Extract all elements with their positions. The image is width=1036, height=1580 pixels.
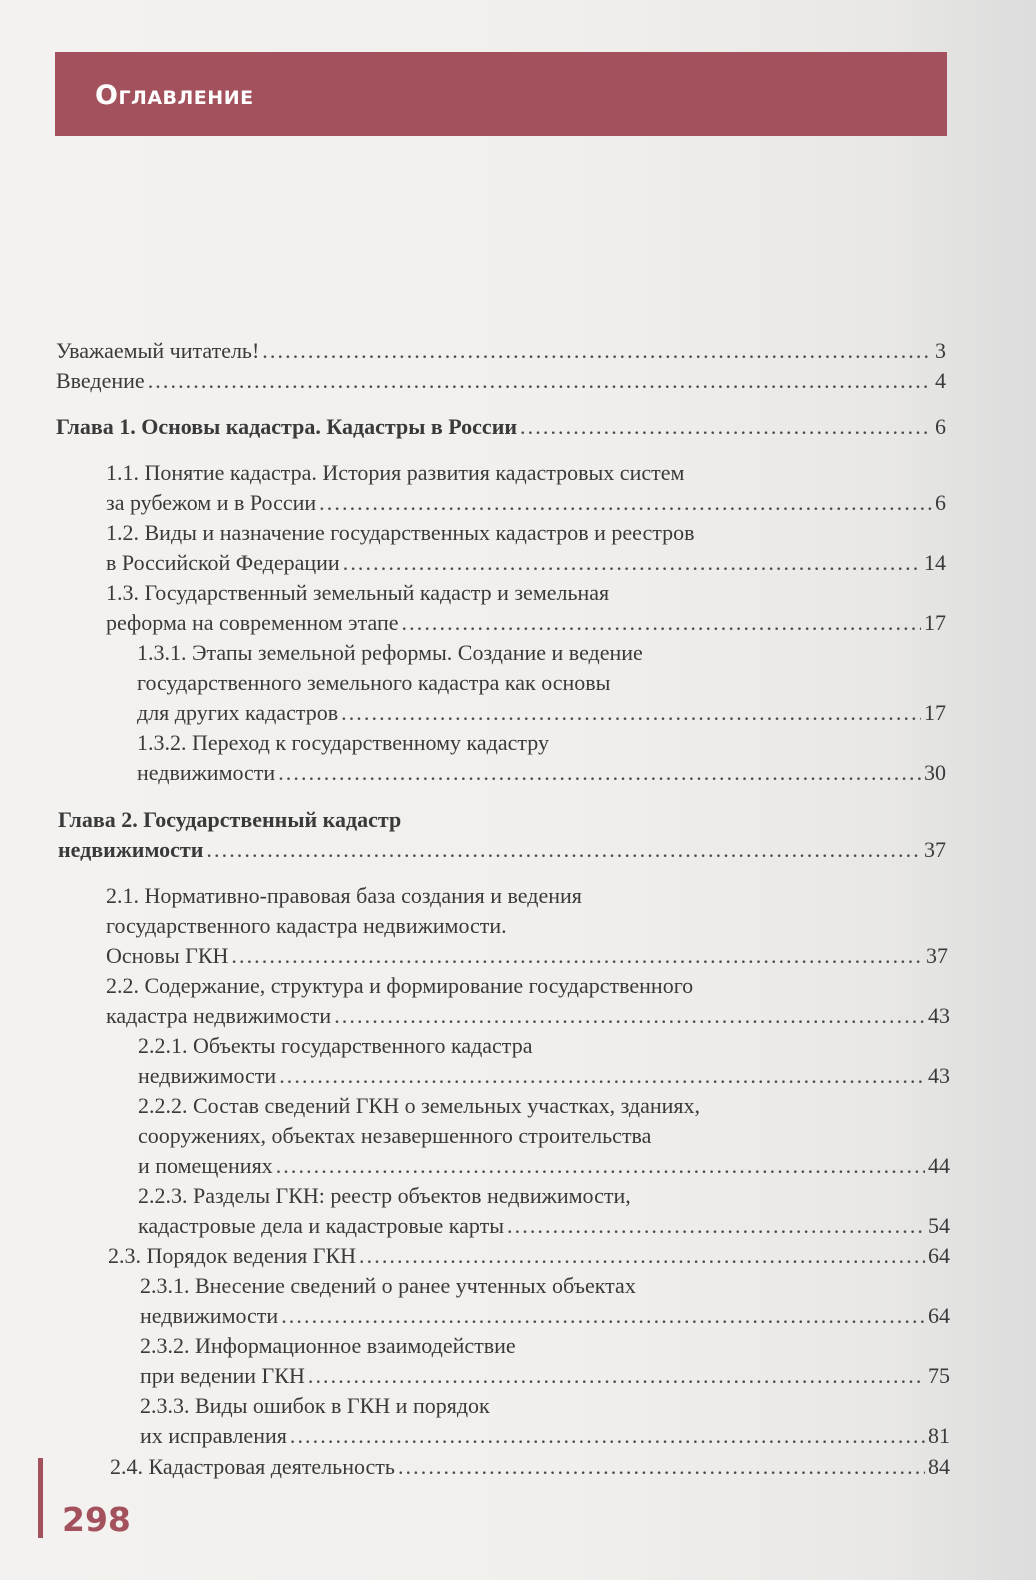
toc-entry-text: недвижимости	[58, 837, 204, 862]
toc-page-number: 44	[928, 1153, 950, 1178]
page-number: 298	[62, 1500, 131, 1539]
toc-entry-foreword[interactable]	[56, 336, 946, 366]
toc-page-number: 30	[924, 760, 946, 785]
toc-entry-lead: 2.2.1. Объекты государственного кадастра	[138, 1033, 533, 1058]
toc-entry-1-1[interactable]	[106, 488, 946, 518]
toc-entry-1-2[interactable]	[106, 548, 946, 578]
toc-entry-lead: 1.1. Понятие кадастра. История развития кадастровых систем	[106, 460, 685, 485]
toc-entry-2-2[interactable]	[106, 1001, 950, 1031]
toc-entry-text: Введение	[56, 368, 145, 393]
dot-leader	[148, 366, 932, 396]
toc-page-number: 6	[935, 490, 946, 515]
toc-entry-lead: 2.1. Нормативно-правовая база создания и ведения	[106, 883, 582, 908]
toc-entry-text: недвижимости	[140, 1303, 279, 1328]
toc-entry-text: 2.3. Порядок ведения ГКН	[108, 1243, 357, 1268]
toc-entry-chapter-2[interactable]	[58, 835, 946, 865]
toc-entry-text: для других кадастров	[137, 700, 339, 725]
toc-entry-lead: 2.3.1. Внесение сведений о ранее учтенных объектах	[140, 1273, 636, 1298]
toc-page-number: 6	[935, 414, 946, 439]
toc-entry-lead: 2.2. Содержание, структура и формирование государственного	[106, 973, 694, 998]
dot-leader	[520, 412, 932, 442]
toc-entry-2-3[interactable]	[108, 1241, 950, 1271]
toc-entry-2-1[interactable]	[106, 941, 948, 971]
page-marker-bar	[38, 1458, 43, 1538]
toc-entry-text: 2.4. Кадастровая деятельность	[110, 1454, 395, 1479]
toc-entry-text: в Российской Федерации	[106, 550, 340, 575]
toc-entry-2-2-2[interactable]	[138, 1151, 950, 1181]
toc-page-number: 3	[935, 338, 946, 363]
toc-entry-2-3-3[interactable]	[140, 1421, 950, 1451]
toc-entry-lead: 1.3.1. Этапы земельной реформы. Создание и ведение	[137, 640, 643, 665]
toc-entry-lead: государственного кадастра недвижимости.	[106, 913, 507, 938]
toc-entry-lead: 2.2.3. Разделы ГКН: реестр объектов недвижимости,	[138, 1183, 631, 1208]
toc-entry-2-2-3[interactable]	[138, 1211, 950, 1241]
toc-page-number: 84	[928, 1454, 950, 1479]
dot-leader	[507, 1211, 925, 1241]
toc-entry-1-3-1[interactable]	[137, 698, 946, 728]
dot-leader	[278, 758, 921, 788]
toc-entry-lead: 2.3.2. Информационное взаимодействие	[140, 1333, 516, 1358]
toc-entry-text: Глава 1. Основы кадастра. Кадастры в России	[56, 414, 518, 439]
toc-entry-text: Основы ГКН	[106, 943, 229, 968]
dot-leader	[341, 698, 921, 728]
dot-leader	[231, 941, 923, 971]
dot-leader	[334, 1001, 925, 1031]
toc-entry-text: и помещениях	[138, 1153, 273, 1178]
toc-page-number: 17	[924, 610, 946, 635]
toc-entry-text: кадастровые дела и кадастровые карты	[138, 1213, 505, 1238]
toc-entry-lead: Глава 2. Государственный кадастр	[58, 807, 402, 832]
dot-leader	[402, 608, 921, 638]
dot-leader	[290, 1421, 925, 1451]
toc-page-number: 54	[928, 1213, 950, 1238]
toc-entry-text: при ведении ГКН	[140, 1363, 305, 1388]
dot-leader	[398, 1452, 925, 1482]
toc-page-number: 17	[924, 700, 946, 725]
dot-leader	[276, 1151, 925, 1181]
dot-leader	[343, 548, 921, 578]
toc-entry-text: их исправления	[140, 1423, 287, 1448]
dot-leader	[281, 1301, 925, 1331]
toc-page-number: 4	[935, 368, 946, 393]
toc-page-number: 43	[928, 1063, 950, 1088]
toc-entry-chapter-1[interactable]	[56, 412, 946, 442]
toc-page-number: 37	[924, 837, 946, 862]
toc-entry-lead: 2.2.2. Состав сведений ГКН о земельных участках, зданиях,	[138, 1093, 701, 1118]
dot-leader	[359, 1241, 925, 1271]
toc-entry-1-3[interactable]	[106, 608, 946, 638]
toc-entry-lead: 1.2. Виды и назначение государственных кадастров и реестров	[106, 520, 695, 545]
toc-entry-lead: сооружениях, объектах незавершенного строительства	[138, 1123, 652, 1148]
toc-entry-lead: 1.3.2. Переход к государственному кадастру	[137, 730, 549, 755]
toc-entry-lead: государственного земельного кадастра как основы	[137, 670, 611, 695]
toc-entry-text: недвижимости	[137, 760, 276, 785]
toc-entry-text: за рубежом и в России	[106, 490, 317, 515]
toc-entry-introduction[interactable]	[56, 366, 946, 396]
toc-page-number: 64	[928, 1243, 950, 1268]
toc-entry-text: недвижимости	[138, 1063, 277, 1088]
dot-leader	[262, 336, 932, 366]
header-bar	[55, 52, 947, 136]
toc-entry-text: реформа на современном этапе	[106, 610, 399, 635]
dot-leader	[308, 1361, 925, 1391]
dot-leader	[206, 835, 921, 865]
toc-entry-2-4[interactable]	[110, 1452, 950, 1482]
toc-entry-text: кадастра недвижимости	[106, 1003, 332, 1028]
toc-entry-2-2-1[interactable]	[138, 1061, 950, 1091]
toc-entry-text: Уважаемый читатель!	[56, 338, 260, 363]
toc-page-number: 64	[928, 1303, 950, 1328]
toc-page-number: 37	[926, 943, 948, 968]
toc-entry-2-3-2[interactable]	[140, 1361, 950, 1391]
dot-leader	[279, 1061, 925, 1091]
toc-page-number: 14	[924, 550, 946, 575]
toc-page-number: 43	[928, 1003, 950, 1028]
toc-page-number: 75	[928, 1363, 950, 1388]
dot-leader	[319, 488, 932, 518]
toc-entry-lead: 1.3. Государственный земельный кадастр и земельная	[106, 580, 610, 605]
toc-entry-1-3-2[interactable]	[137, 758, 946, 788]
toc-page-number: 81	[928, 1423, 950, 1448]
toc-entry-lead: 2.3.3. Виды ошибок в ГКН и порядок	[140, 1393, 490, 1418]
toc-entry-2-3-1[interactable]	[140, 1301, 950, 1331]
page-title: Оглавление	[95, 80, 254, 111]
